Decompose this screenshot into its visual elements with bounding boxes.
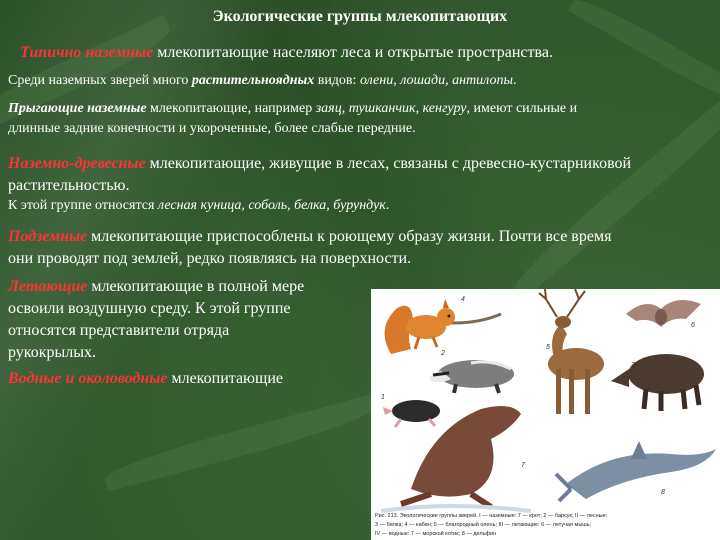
text-arboreal-line1: млекопитающие, живущие в лесах, связаны с древесно-кустарниковой xyxy=(145,155,632,172)
boar-drawing xyxy=(611,354,704,411)
paragraph-arboreal-examples xyxy=(8,196,389,216)
examples-herbivores: олени, лошади, антилопы xyxy=(359,73,513,88)
term-aquatic: Водные и околоводные xyxy=(8,370,168,387)
text-flying-line3: относятся представители отряда xyxy=(8,322,230,339)
term-flying: Летающие xyxy=(8,278,88,295)
figure-label-7: 7 xyxy=(521,462,525,469)
text-jumping-end: , имеют сильные и xyxy=(466,101,578,116)
term-arboreal: Наземно-древесные xyxy=(8,155,146,172)
slide-title: Экологические группы млекопитающих xyxy=(212,8,508,25)
text-flying-line1: млекопитающие в полной мере xyxy=(87,278,305,295)
term-jumping: Прыгающие наземные xyxy=(8,101,147,116)
text-flying-line2: освоили воздушную среду. К этой группе xyxy=(8,300,291,317)
figure-label-4: 4 xyxy=(461,296,465,303)
paragraph-arboreal xyxy=(8,153,631,197)
figure-label-6: 6 xyxy=(691,322,695,329)
figure-caption-line1: Рис. 213. Экологические группы зверей. I — наземные: 7 — крот; 2 — барсук; II — лесные: xyxy=(375,513,608,519)
examples-arboreal: лесная куница, соболь, белка, бурундук xyxy=(157,198,386,213)
figure-label-2: 2 xyxy=(441,350,445,357)
text-herbivores-mid: видов: xyxy=(314,73,360,88)
text-herbivores-pre: Среди наземных зверей много xyxy=(8,73,192,88)
paragraph-herbivores xyxy=(8,71,516,91)
examples-jumping: заяц, тушканчик, кенгуру xyxy=(315,101,467,116)
figure-caption-line3: IV — водные: 7 — морской котик; 8 — дельфин xyxy=(375,531,497,537)
text-aquatic: млекопитающие xyxy=(167,370,283,387)
text-arboreal-line2: растительностью. xyxy=(8,177,130,194)
term-underground: Подземные xyxy=(8,228,88,245)
paragraph-flying xyxy=(8,276,304,364)
figure-label-3: 3 xyxy=(631,362,635,369)
mammals-drawing xyxy=(371,289,720,540)
paragraph-underground xyxy=(8,226,611,270)
text-flying-line4: рукокрылых. xyxy=(8,344,97,361)
deer-drawing xyxy=(539,289,604,414)
figure-caption-line2: 3 — белка; 4 — кабан; 5 — благородный олень; III — летающие: 6 — летучая мышь; xyxy=(375,522,592,528)
paragraph-terrestrial xyxy=(20,43,553,63)
mole-drawing xyxy=(383,400,440,427)
figure-label-8: 8 xyxy=(661,489,665,496)
squirrel-drawing xyxy=(385,299,501,354)
text-jumping-line2: длинные задние конечности и укороченные, более слабые передние. xyxy=(8,121,416,136)
term-terrestrial: Типично наземные xyxy=(20,44,154,61)
text-jumping-pre: млекопитающие, например xyxy=(146,101,316,116)
paragraph-jumping xyxy=(8,99,577,139)
text-underground-line2: они проводят под землей, редко появляясь на поверхности. xyxy=(8,250,412,267)
text-terrestrial: млекопитающие населяют леса и открытые пространства. xyxy=(153,44,553,61)
dolphin-drawing xyxy=(556,441,716,501)
badger-drawing xyxy=(430,360,514,393)
figure-label-5: 5 xyxy=(546,344,550,351)
paragraph-aquatic xyxy=(8,369,283,389)
bat-drawing xyxy=(626,300,701,327)
text-herbivores-end: . xyxy=(512,73,517,88)
mammals-illustration xyxy=(371,289,720,540)
figure-label-1: 1 xyxy=(381,394,385,401)
text-arboreal-examples-end: . xyxy=(385,198,390,213)
term-herbivores: растительноядных xyxy=(191,73,315,88)
fur-seal-drawing xyxy=(381,406,531,511)
text-underground-line1: млекопитающие приспособлены к роющему образу жизни. Почти все время xyxy=(87,228,612,245)
text-arboreal-examples-pre: К этой группе относятся xyxy=(8,198,158,213)
